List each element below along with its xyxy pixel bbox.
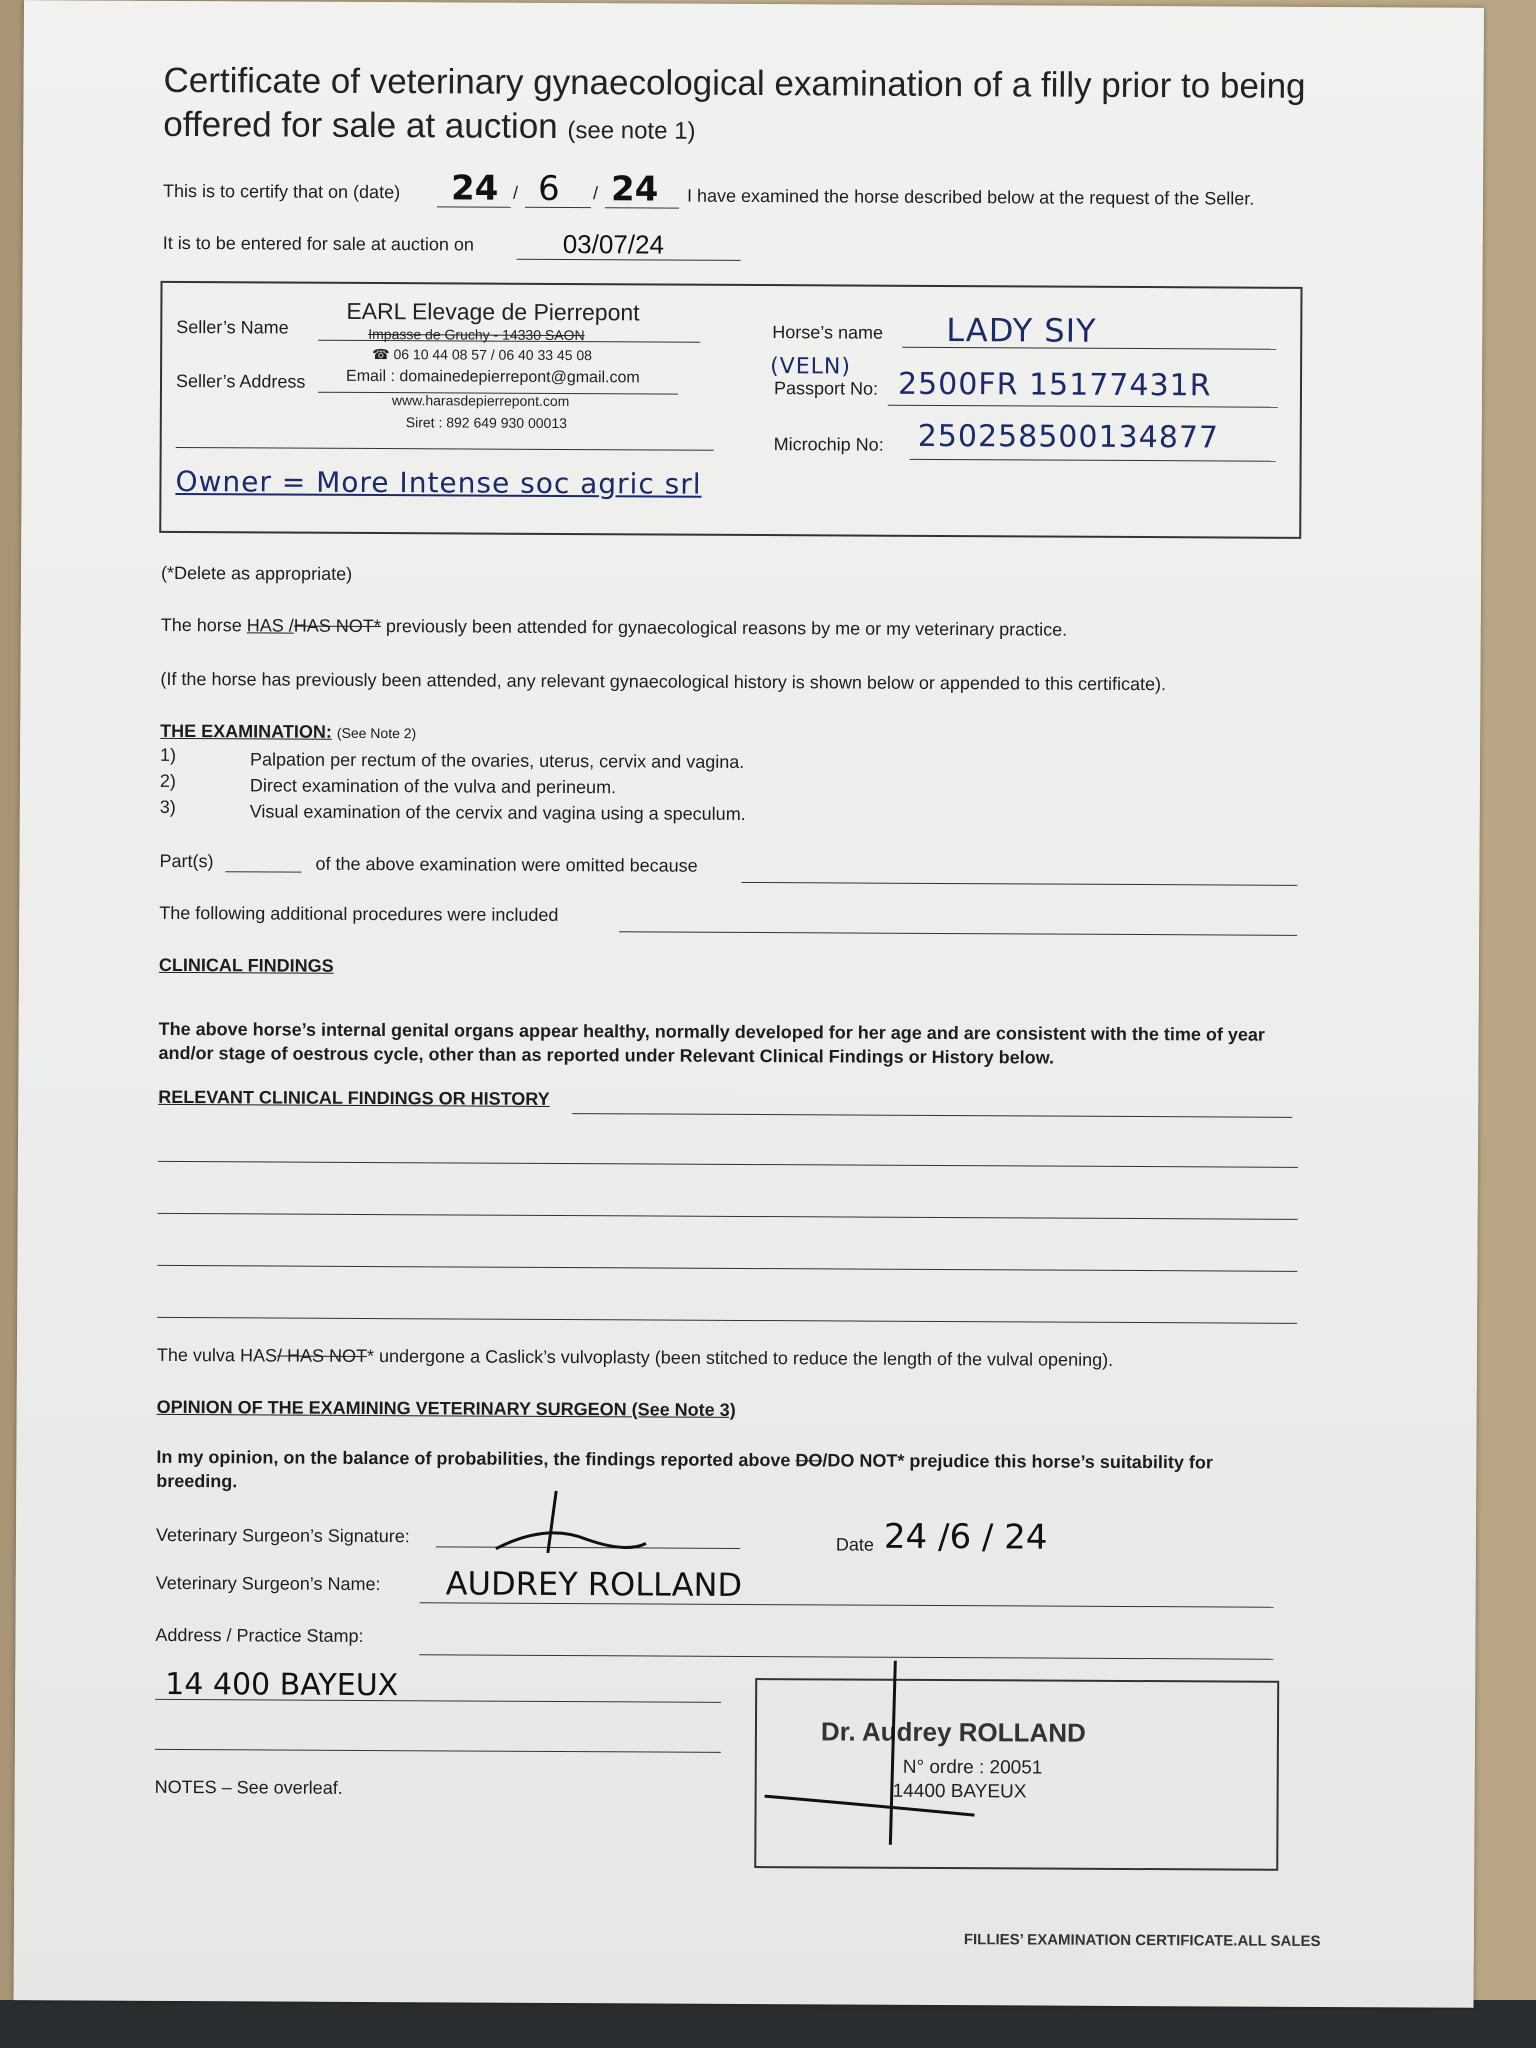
signature-label: Veterinary Surgeon’s Signature: — [155, 1524, 410, 1547]
exam-item-1-text: Palpation per rectum of the ovaries, uterus, cervix and vagina. — [249, 749, 745, 772]
horse-name-label: Horse’s name — [772, 322, 884, 343]
vulva-has: HAS — [239, 1345, 278, 1366]
examination-heading-note: (See Note 2) — [336, 724, 417, 742]
seller-email: Email : domainedepierrepont@gmail.com — [346, 367, 640, 387]
certify-prefix: This is to certify that on (date) — [162, 180, 401, 203]
exam-item-3-num: 3) — [159, 796, 176, 817]
owner-handwritten: Owner = More Intense soc agric srl — [175, 464, 702, 501]
clinical-heading: CLINICAL FINDINGS — [158, 954, 334, 976]
clinical-statement-2: and/or stage of oestrous cycle, other than as reported under Relevant Clinical Findings or History below. — [158, 1042, 1055, 1068]
relevant-findings-line-4 — [157, 1317, 1297, 1324]
attended-has-not: HAS NOT* — [293, 615, 381, 637]
document-title — [163, 59, 1383, 157]
seller-address-struck: Impasse de Gruchy - 14330 SAON — [368, 325, 585, 344]
certify-year: 24 — [610, 169, 659, 210]
opinion-heading: OPINION OF THE EXAMINING VETERINARY SURGEON (See Note 3) — [156, 1396, 736, 1420]
opinion-line-1 — [156, 1447, 1213, 1474]
address-stamp-label: Address / Practice Stamp: — [155, 1624, 364, 1646]
address-handwritten: 14 400 BAYEUX — [165, 1666, 399, 1704]
signature-date-label: Date — [835, 1534, 875, 1555]
stamp-ordre: N° ordre : 20051 — [902, 1756, 1043, 1779]
vet-name-value: AUDREY ROLLAND — [445, 1564, 743, 1604]
certificate-sheet: Certificate of veterinary gynaecological examination of a filly prior to being offered for sale at auction (see note 1) This is to certify that on (date) 24 / 6 / 24 I have examined the horse described below at the request of the Seller. It is to be entered for sale at auction on 03/07/24 Seller’s Name EARL Elevage de Pierrepont Impasse de Gruchy - 14330 SAON ☎ 06 10 44 08 57 / 06 40 33 45 08 Seller’s Address Email : domainedepierrepont@gmail.com www.harasdepierrepont.com Siret : 892 649 930 00013 Owner = More Intense soc agric srl Horse’s name LADY SIY (VELN) Passport No: 2500FR 15177431R Microchip No: 250258500134877 (*Delete as appropriate) The horse HAS /HAS NOT* previously been attended for gynaecological reasons by me or my veterinary practice. (If the horse has previously been attended, any relevant gynaecological history is shown below or appended to this certificate). THE EXAMINATION: (See Note 2) 1) Palpation per rectum of the ovaries, uterus, cervix and vagina. 2) Direct examination of the vulva and perineum. 3) Visual examination of the cervix and vagina using a speculum. Part(s) of the above examination were omitted because The following additional procedures were included CLINICAL FINDINGS The above horse’s internal genital organs appear healthy, normally developed for her age and are consistent with the time of year and/or stage of oestrous cycle, other than as reported under Relevant Clinical Findings or History below. RELEVANT CLINICAL FINDINGS OR HISTORY The vulva HAS/ HAS NOT* undergone a Caslick’s vulvoplasty (been stitched to reduce the length of the vulval opening). OPINION OF THE EXAMINING VETERINARY SURGEON (See Note 3) In my opinion, on the balance of probabilities, the findings reported above DO/DO NOT* prejudice this horse’s suitability for breeding. Veterinary Surgeon’s Signature: Date 24 /6 / 24 Veterinary Surgeon’s Name: AUDREY ROLLAND Address / Practice Stamp: 14 400 BAYEUX Dr. Audrey ROLLAND N° ordre : 20051 14400 BAYEUX NOTES – See overleaf. FILLIES’ EXAMINATION CERTIFICATE.ALL SALES — [14, 0, 1484, 2008]
attended-has: HAS / — [246, 615, 294, 636]
seller-web: www.harasdepierrepont.com — [391, 392, 570, 410]
certify-day: 24 — [450, 168, 499, 209]
vulva-line — [157, 1345, 1113, 1371]
vulva-suffix: * undergone a Caslick’s vulvoplasty (been stitched to reduce the length of the vulval opening). — [366, 1345, 1114, 1370]
vulva-prefix: The vulva — [156, 1344, 236, 1366]
opinion-text-2: breeding. — [156, 1470, 238, 1492]
floor-strip — [0, 2000, 1536, 2048]
certify-suffix: I have examined the horse described below at the request of the Seller. — [686, 185, 1255, 209]
omitted-parts-line — [225, 871, 301, 872]
examination-heading-row — [160, 721, 416, 743]
footer-text: FILLIES’ EXAMINATION CERTIFICATE.ALL SALES — [963, 1931, 1321, 1950]
omitted-prefix: Part(s) — [159, 850, 214, 872]
history-note: (If the horse has previously been attended, any relevant gynaecological history is shown below or appended to this certificate). — [160, 668, 1167, 695]
seller-address-label: Seller’s Address — [175, 370, 306, 392]
microchip-value: 250258500134877 — [917, 418, 1220, 456]
exam-item-2-num: 2) — [159, 770, 176, 791]
seller-name-value: EARL Elevage de Pierrepont — [346, 297, 640, 326]
opinion-do: DO — [795, 1450, 823, 1471]
vet-name-line — [420, 1602, 1274, 1607]
signature-mark — [436, 1482, 676, 1563]
certify-month: 6 — [537, 168, 560, 209]
auction-date: 03/07/24 — [562, 229, 665, 260]
opinion-text-1a: In my opinion, on the balance of probabilities, the findings reported above — [156, 1446, 791, 1471]
address-line-3 — [155, 1749, 721, 1753]
exam-item-3-text: Visual examination of the cervix and vagina using a speculum. — [249, 801, 746, 824]
seller-siret: Siret : 892 649 930 00013 — [405, 414, 567, 432]
title-note: (see note 1) — [567, 117, 696, 145]
opinion-text-1b: /DO NOT* prejudice this horse’s suitability for — [822, 1450, 1213, 1473]
relevant-findings-heading: RELEVANT CLINICAL FINDINGS OR HISTORY — [158, 1086, 550, 1109]
examination-heading: THE EXAMINATION: — [160, 720, 332, 742]
passport-value: 2500FR 15177431R — [897, 366, 1212, 404]
delete-note: (*Delete as appropriate) — [160, 562, 353, 584]
title-text: Certificate of veterinary gynaecological examination of a filly prior to being offered for sale at auction — [163, 60, 1306, 146]
clinical-statement-1: The above horse’s internal genital organs appear healthy, normally developed for her age and are consistent with the time of year — [158, 1018, 1265, 1045]
seller-name-label: Seller’s Name — [176, 316, 289, 338]
seller-phone: ☎ 06 10 44 08 57 / 06 40 33 45 08 — [372, 346, 593, 364]
stamp-city: 14400 BAYEUX — [892, 1780, 1027, 1803]
auction-label: It is to be entered for sale at auction on — [162, 232, 474, 255]
horse-name-value: LADY SIY — [946, 311, 1097, 350]
stamp-name: Dr. Audrey ROLLAND — [820, 1716, 1086, 1748]
stamp-signature-mark — [744, 1654, 1005, 1855]
passport-label: Passport No: — [773, 378, 879, 399]
relevant-findings-line-3 — [157, 1265, 1297, 1272]
notes-overleaf: NOTES – See overleaf. — [154, 1776, 343, 1798]
attended-suffix: previously been attended for gynaecological reasons by me or my veterinary practice. — [385, 616, 1068, 640]
signature-date-value: 24 /6 / 24 — [883, 1516, 1048, 1558]
attended-line — [161, 615, 1068, 641]
omitted-suffix: of the above examination were omitted because — [315, 853, 698, 876]
microchip-label: Microchip No: — [773, 434, 884, 455]
exam-item-1-num: 1) — [160, 744, 177, 765]
relevant-findings-line-1 — [158, 1161, 1298, 1168]
additional-procedures: The following additional procedures were included — [159, 902, 559, 925]
attended-prefix: The horse — [160, 614, 242, 636]
vet-name-label: Veterinary Surgeon’s Name: — [155, 1572, 381, 1595]
passport-prefix: (VELN) — [770, 354, 852, 380]
relevant-findings-line-2 — [158, 1213, 1298, 1220]
additional-procedures-line — [619, 931, 1297, 936]
vulva-has-not: / HAS NOT — [276, 1345, 368, 1366]
seller-horse-box — [159, 281, 1302, 539]
exam-item-2-text: Direct examination of the vulva and perineum. — [249, 775, 617, 798]
relevant-findings-line-0 — [572, 1113, 1292, 1118]
omitted-reason-line — [741, 882, 1297, 886]
